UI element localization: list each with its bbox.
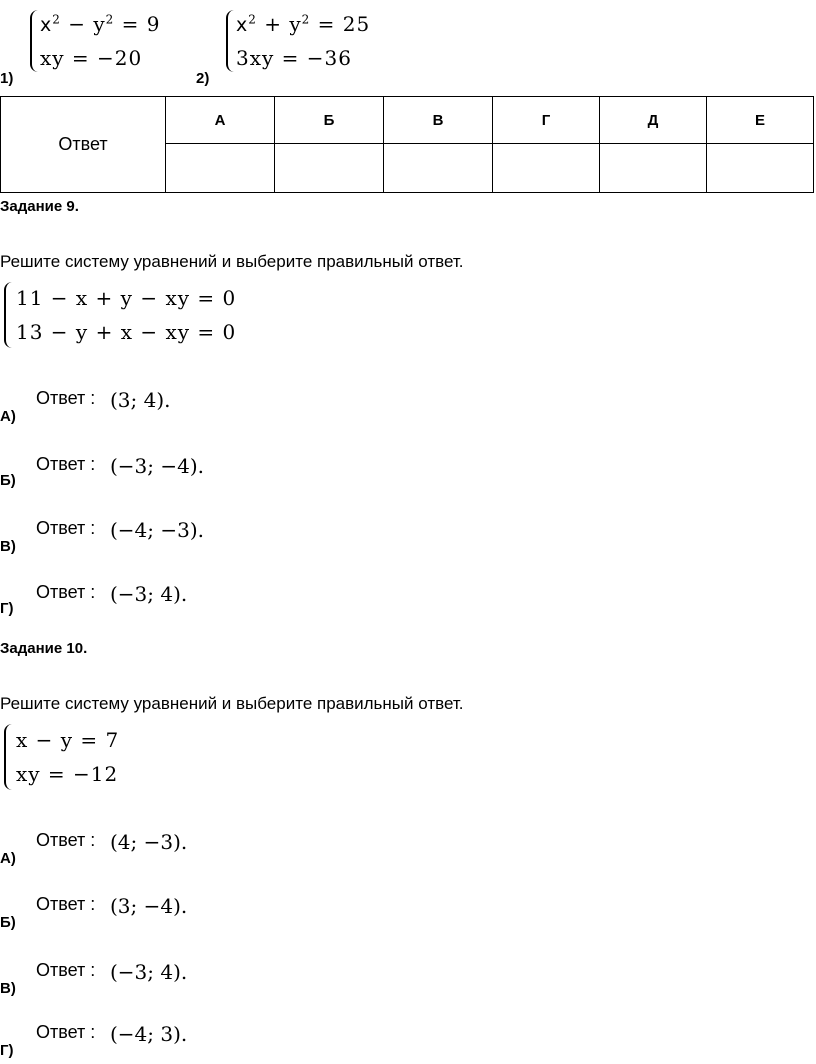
task9-eq2: 13 − y + x − xy = 0 <box>16 320 237 344</box>
system-1-number: 1) <box>0 70 14 87</box>
system-2-eq2: 3xy = −36 <box>236 46 352 70</box>
option-value: (3; 4). <box>110 388 171 412</box>
option-letter: А) <box>0 850 16 867</box>
brace-icon <box>226 10 236 72</box>
option-value: (−3; 4). <box>110 960 188 984</box>
task10-instruction: Решите систему уравнений и выберите правильный ответ. <box>0 694 464 713</box>
system-2-number: 2) <box>196 70 210 87</box>
option-letter: Б) <box>0 472 16 489</box>
option-value: (−4; 3). <box>110 1022 188 1046</box>
option-letter: Г) <box>0 1042 14 1059</box>
option-letter: А) <box>0 408 16 425</box>
option-label: Ответ : <box>36 830 96 850</box>
column-header: Г <box>493 97 600 144</box>
brace-icon <box>4 724 14 790</box>
option-letter: Б) <box>0 914 16 931</box>
column-header: Д <box>600 97 707 144</box>
task10-eq1: x − y = 7 <box>16 728 120 752</box>
option-value: (4; −3). <box>110 830 188 854</box>
task10-title: Задание 10. <box>0 640 88 657</box>
option-label: Ответ : <box>36 518 96 538</box>
option-letter: В) <box>0 980 16 997</box>
option-label: Ответ : <box>36 1022 96 1042</box>
answer-cell[interactable] <box>384 144 493 193</box>
brace-icon <box>4 282 14 348</box>
answer-row-label: Ответ <box>1 97 166 193</box>
system-1-eq1: $x^2 - y^2 = 9$ <box>40 12 161 36</box>
option-value: (3; −4). <box>110 894 188 918</box>
system-1-eq2: xy = −20 <box>40 46 143 70</box>
column-header: Е <box>707 97 814 144</box>
column-header: А <box>166 97 275 144</box>
option-label: Ответ : <box>36 388 96 408</box>
task9-instruction: Решите систему уравнений и выберите правильный ответ. <box>0 252 464 271</box>
answer-cell[interactable] <box>166 144 275 193</box>
option-label: Ответ : <box>36 582 96 602</box>
system-2-eq1: $x^2 + y^2 = 25$ <box>236 12 371 36</box>
option-letter: Г) <box>0 600 14 617</box>
answer-cell[interactable] <box>275 144 384 193</box>
answer-cell[interactable] <box>493 144 600 193</box>
option-value: (−3; 4). <box>110 582 188 606</box>
option-label: Ответ : <box>36 454 96 474</box>
task9-title: Задание 9. <box>0 198 79 215</box>
column-header: Б <box>275 97 384 144</box>
option-value: (−3; −4). <box>110 454 205 478</box>
column-header: В <box>384 97 493 144</box>
answer-table <box>0 96 814 193</box>
option-label: Ответ : <box>36 960 96 980</box>
answer-cell[interactable] <box>600 144 707 193</box>
task10-eq2: xy = −12 <box>16 762 119 786</box>
task9-eq1: 11 − x + y − xy = 0 <box>16 286 237 310</box>
option-letter: В) <box>0 538 16 555</box>
brace-icon <box>30 10 40 72</box>
option-value: (−4; −3). <box>110 518 205 542</box>
option-label: Ответ : <box>36 894 96 914</box>
answer-cell[interactable] <box>707 144 814 193</box>
